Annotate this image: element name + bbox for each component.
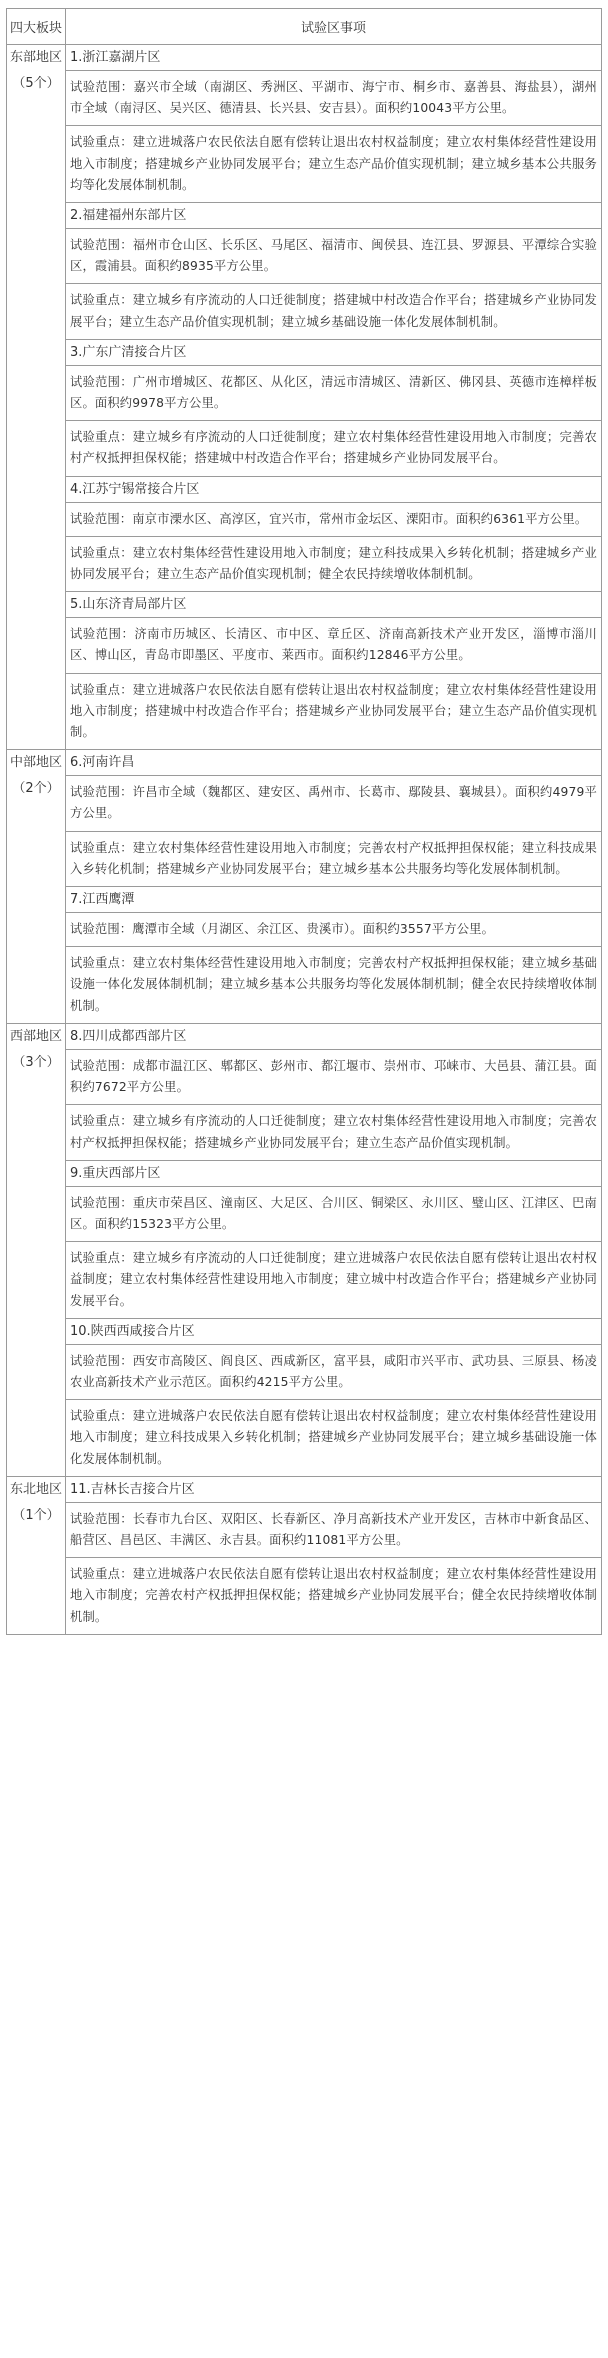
zone-focus: 试验重点：建立农村集体经营性建设用地入市制度；建立科技成果入乡转化机制；搭建城乡产业协同发展平台；建立生态产品价值实现机制；健全农民持续增收体制机制。 [70,545,597,582]
table-row [7,1476,602,1634]
region-count: （3个） [12,1054,60,1070]
region-name: 东北地区 [9,1481,62,1497]
table-row [7,750,602,887]
zone-title: 7.江西鹰潭 [66,887,601,913]
zone-focus: 试验重点：建立进城落户农民依法自愿有偿转让退出农村权益制度；建立农村集体经营性建设用地入市制度；完善农村产权抵押担保权能；搭建城乡产业协同发展平台；健全农民持续增收体制机制。 [70,1567,597,1624]
table-row [7,339,602,476]
table-row [7,1318,602,1476]
zone-title: 4.江苏宁锡常接合片区 [66,477,601,503]
zone-focus: 试验重点：建立农村集体经营性建设用地入市制度；完善农村产权抵押担保权能；建立城乡基础设施一体化发展体制机制；建立城乡基本公共服务均等化发展体制机制；健全农民持续增收体制机制。 [70,956,597,1013]
table-row [7,45,602,203]
region-cell-west [7,1023,66,1476]
zone-scope: 试验范围：广州市增城区、花都区、从化区，清远市清城区、清新区、佛冈县、英德市连樟样板区。面积约9978平方公里。 [66,366,601,421]
zone-cell [66,476,602,592]
zone-focus: 试验重点：建立进城落户农民依法自愿有偿转让退出农村权益制度；建立农村集体经营性建设用地入市制度；建立科技成果入乡转化机制；搭建城乡产业协同发展平台；建立城乡基础设施一体化发展体制机制。 [70,1409,597,1466]
zone-scope: 试验范围：重庆市荣昌区、潼南区、大足区、合川区、铜梁区、永川区、璧山区、江津区、巴南区。面积约15323平方公里。 [66,1187,601,1242]
zone-title: 2.福建福州东部片区 [66,203,601,229]
table-row [7,592,602,750]
zone-focus: 试验重点：建立城乡有序流动的人口迁徙制度；搭建城中村改造合作平台；搭建城乡产业协同发展平台；建立生态产品价值实现机制；建立城乡基础设施一体化发展体制机制。 [70,293,597,329]
table-body [7,45,602,1635]
zone-title: 5.山东济青局部片区 [66,592,601,618]
zone-cell [66,45,602,203]
zone-title: 3.广东广清接合片区 [66,340,601,366]
pilot-zones-table [6,8,602,1635]
zone-title: 1.浙江嘉湖片区 [66,45,601,71]
zone-scope: 试验范围：南京市溧水区、高淳区，宜兴市，常州市金坛区、溧阳市。面积约6361平方公里。 [66,503,601,537]
zone-cell [66,750,602,887]
zone-cell [66,887,602,1024]
zone-scope: 试验范围：成都市温江区、郫都区、彭州市、都江堰市、崇州市、邛崃市、大邑县、蒲江县。面积约7672平方公里。 [66,1050,601,1105]
table-row [7,203,602,340]
table-row [7,887,602,1024]
zone-scope: 试验范围：许昌市全域（魏都区、建安区、禹州市、长葛市、鄢陵县、襄城县）。面积约4979平方公里。 [66,776,601,831]
zone-cell [66,1160,602,1318]
zone-scope: 试验范围：西安市高陵区、阎良区、西咸新区，富平县，咸阳市兴平市、武功县、三原县、杨凌农业高新技术产业示范区。面积约4215平方公里。 [66,1345,601,1400]
region-cell-east [7,45,66,750]
zone-title: 11.吉林长吉接合片区 [66,1477,601,1503]
region-name: 西部地区 [9,1028,62,1044]
table-row [7,476,602,592]
zone-title: 10.陕西西咸接合片区 [66,1319,601,1345]
zone-scope: 试验范围：福州市仓山区、长乐区、马尾区、福清市、闽侯县、连江县、罗源县、平潭综合实验区，霞浦县。面积约8935平方公里。 [66,229,601,284]
zone-cell [66,339,602,476]
region-cell-northeast [7,1476,66,1634]
zone-scope: 试验范围：长春市九台区、双阳区、长春新区、净月高新技术产业开发区，吉林市中新食品区、船营区、昌邑区、丰满区、永吉县。面积约11081平方公里。 [66,1503,601,1558]
zone-scope: 试验范围：嘉兴市全域（南湖区、秀洲区、平湖市、海宁市、桐乡市、嘉善县、海盐县），湖州市全域（南浔区、吴兴区、德清县、长兴县、安吉县）。面积约10043平方公里。 [66,71,601,126]
region-count: （2个） [12,781,60,797]
zone-focus: 试验重点：建立农村集体经营性建设用地入市制度；完善农村产权抵押担保权能；建立科技成果入乡转化机制；搭建城乡产业协同发展平台；建立城乡基本公共服务均等化发展体制机制。 [70,840,597,876]
table-row [7,1160,602,1318]
header-sector: 四大板块 [7,9,66,45]
region-count: （1个） [12,1507,60,1523]
zone-cell [66,1476,602,1634]
header-items: 试验区事项 [66,9,602,45]
region-name: 中部地区 [9,755,62,771]
zone-focus: 试验重点：建立进城落户农民依法自愿有偿转让退出农村权益制度；建立农村集体经营性建设用地入市制度；搭建城乡产业协同发展平台；建立生态产品价值实现机制；建立城乡基本公共服务均等化发展体制机制。 [70,135,597,192]
zone-scope: 试验范围：鹰潭市全域（月湖区、余江区、贵溪市）。面积约3557平方公里。 [66,913,601,947]
zone-cell [66,203,602,340]
zone-title: 8.四川成都西部片区 [66,1024,601,1050]
zone-title: 9.重庆西部片区 [66,1161,601,1187]
region-cell-central [7,750,66,1024]
zone-focus: 试验重点：建立城乡有序流动的人口迁徙制度；建立农村集体经营性建设用地入市制度；完善农村产权抵押担保权能；搭建城中村改造合作平台；搭建城乡产业协同发展平台。 [70,430,597,466]
table-row [7,1023,602,1160]
region-count: （5个） [12,76,60,91]
zone-cell [66,1318,602,1476]
zone-focus: 试验重点：建立进城落户农民依法自愿有偿转让退出农村权益制度；建立农村集体经营性建设用地入市制度；搭建城中村改造合作平台；搭建城乡产业协同发展平台；建立生态产品价值实现机制。 [70,682,597,740]
zone-focus: 试验重点：建立城乡有序流动的人口迁徙制度；建立农村集体经营性建设用地入市制度；完善农村产权抵押担保权能；搭建城乡产业协同发展平台；建立生态产品价值实现机制。 [70,1114,597,1150]
zone-cell [66,1023,602,1160]
zone-cell [66,592,602,750]
zone-title: 6.河南许昌 [66,750,601,776]
table-header-row [7,9,602,45]
region-name: 东部地区 [9,50,62,65]
zone-focus: 试验重点：建立城乡有序流动的人口迁徙制度；建立进城落户农民依法自愿有偿转让退出农村权益制度；建立农村集体经营性建设用地入市制度；建立城中村改造合作平台；搭建城乡产业协同发展平台。 [70,1251,597,1308]
zone-scope: 试验范围：济南市历城区、长清区、市中区、章丘区、济南高新技术产业开发区，淄博市淄川区、博山区，青岛市即墨区、平度市、莱西市。面积约12846平方公里。 [66,618,601,673]
